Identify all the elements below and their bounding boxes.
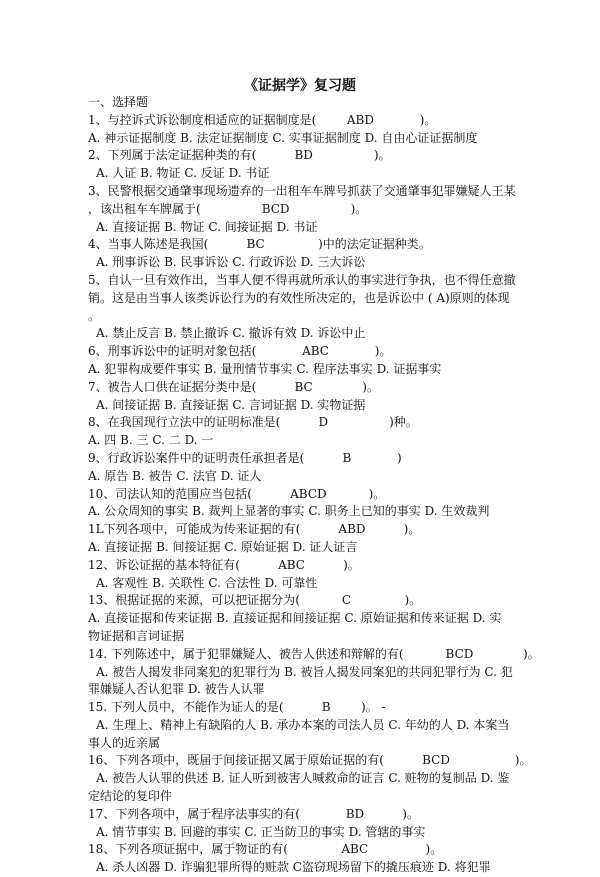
line-text: 定结论的复印件 xyxy=(88,789,173,804)
line-text: A. 四 B. 三 C. 二 D. 一 xyxy=(88,433,214,448)
question-line xyxy=(88,539,518,557)
question-line xyxy=(88,592,518,610)
question-line xyxy=(88,397,518,415)
question-line xyxy=(88,610,518,646)
question-line xyxy=(88,379,518,397)
line-text: 2、下列属于法定证据种类的有( BD )。 xyxy=(88,148,391,163)
question-line xyxy=(88,770,518,806)
question-line xyxy=(88,236,518,254)
line-text: 10、司法认知的范围应当包括( ABCD )。 xyxy=(88,486,386,501)
line-text: 13、根据证据的来源，可以把证据分为( C )。 xyxy=(88,593,422,608)
line-text: A. 间接证据 B. 直接证据 C. 言词证据 D. 实物证据 xyxy=(96,397,366,412)
question-line xyxy=(88,646,540,664)
question-line xyxy=(88,432,518,450)
line-text: A. 直接证据 B. 间接证据 C. 原始证据 D. 证人证言 xyxy=(88,539,358,554)
line-text: A. 原告 B. 被告 C. 法官 D. 证人 xyxy=(88,468,262,483)
line-text: 一、选择题 xyxy=(88,95,149,109)
question-line xyxy=(88,859,518,877)
document-title: 《证据学》复习题 xyxy=(244,78,356,94)
question-line xyxy=(88,557,518,575)
question-line xyxy=(88,450,518,468)
question-line xyxy=(88,664,518,700)
question-line xyxy=(88,165,518,183)
question-line xyxy=(88,414,518,432)
question-line xyxy=(88,699,518,717)
question-line xyxy=(88,575,518,593)
line-text: ，该出租车车牌属于( BCD )。 xyxy=(88,201,368,216)
line-text: 18、下列各项证据中，属于物证的有( ABC )。 xyxy=(88,842,443,857)
question-line xyxy=(88,343,518,361)
line-text: 12、诉讼证据的基本特征有( ABC )。 xyxy=(88,557,360,572)
question-list xyxy=(88,94,540,877)
question-line xyxy=(88,183,518,219)
question-line xyxy=(88,521,518,539)
line-text: A. 情节事实 B. 回避的事实 C. 正当防卫的事实 D. 管辖的事实 xyxy=(96,824,426,839)
question-line xyxy=(88,841,518,859)
line-text: A. 生理上、精神上有缺陷的人 B. 承办本案的司法人员 C. 年幼的人 D. 本案当 xyxy=(96,717,510,732)
line-text: 7、被告人口供在证据分类中是( BC )。 xyxy=(88,379,379,394)
line-text: A. 禁止反言 B. 禁止撤诉 C. 撤诉有效 D. 诉讼中止 xyxy=(96,326,366,341)
line-text: A. 杀人凶器 D. 诈骗犯罪所得的赃款 C盗窃现场留下的撬压痕迹 D. 将犯罪 xyxy=(96,860,491,875)
line-text: A. 直接证据 B. 物证 C. 间接证据 D. 书证 xyxy=(96,219,318,234)
question-line xyxy=(88,219,518,237)
question-line xyxy=(88,325,518,343)
question-line xyxy=(88,503,518,521)
line-text: A. 神示证据制度 B. 法定证据制度 C. 实事证据制度 D. 自由心证证据制度 xyxy=(88,130,478,145)
question-line xyxy=(88,112,518,130)
line-text: 14. 下列陈述中，属于犯罪嫌疑人、被告人供述和辩解的有( BCD )。 xyxy=(88,646,540,661)
line-text: A. 被告人揭发非同案犯的犯罪行为 B. 被旨人揭发同案犯的共同犯罪行为 C. 犯 xyxy=(96,664,513,679)
line-text: A. 公众周知的事实 B. 裁判上显著的事实 C. 职务上已知的事实 D. 生效裁判 xyxy=(88,504,490,519)
question-line xyxy=(88,272,518,325)
line-text: 9、行政诉讼案件中的证明责任承担者是( B ) xyxy=(88,450,402,465)
line-text: 物证据和言词证据 xyxy=(88,628,185,643)
question-line xyxy=(88,130,518,148)
question-line xyxy=(88,806,518,824)
line-text: 17、下列各项中，属于程序法事实的有( BD )。 xyxy=(88,806,419,821)
question-line xyxy=(88,717,518,753)
line-text: A. 直接证据和传来证据 B. 直接证据和间接证据 C. 原始证据和传来证据 D. 实 xyxy=(88,611,502,626)
line-text: 15. 下列人员中，不能作为证人的是( B )。 - xyxy=(88,700,386,715)
question-line xyxy=(88,254,518,272)
line-text: A. 刑事诉讼 B. 民事诉讼 C. 行政诉讼 D. 三大诉讼 xyxy=(96,255,366,270)
line-text: A. 被告人认罪的供述 B. 证人听到被害人喊救命的证言 C. 赃物的复制品 D. 鉴 xyxy=(96,771,510,786)
line-text: 4、当事人陈述是我国( BC )中的法定证据种类。 xyxy=(88,237,431,252)
line-text: 销。这是由当事人该类诉讼行为的有效性所决定的，也是诉讼中 ( A)原则的体现 xyxy=(88,290,510,305)
line-text: 罪嫌疑人否认犯罪 D. 被告人认罪 xyxy=(88,682,265,697)
question-line xyxy=(88,147,518,165)
line-text: 8、在我国现行立法中的证明标准是( D )种。 xyxy=(88,415,418,430)
line-text: 1、与控诉式诉讼制度相适应的证据制度是( ABD )。 xyxy=(88,112,437,127)
question-line xyxy=(88,468,518,486)
line-text: 16、下列各项中，既届于间接证据又属于原始证据的有( BCD )。 xyxy=(88,753,532,768)
line-text: A. 人证 B. 物证 C. 反证 D. 书证 xyxy=(96,166,270,181)
line-text: 6、刑事诉讼中的证明对象包括( ABC )。 xyxy=(88,344,392,359)
line-text: 5、自认一旦有效作出，当事人便不得再就所承认的事实进行争执，也不得任意撤 xyxy=(88,272,516,287)
question-line xyxy=(88,361,518,379)
line-text: 3、民警根据交通肇事现场遗弃的一出租车车牌号抓获了交通肇事犯罪嫌疑人王某 xyxy=(88,183,516,198)
question-line xyxy=(88,486,518,504)
line-text: 。 xyxy=(88,308,101,323)
question-line xyxy=(88,752,532,770)
line-text: A. 犯罪构成要件事实 B. 量刑情节事实 C. 程序法事实 D. 证据事实 xyxy=(88,361,442,376)
line-text: A. 客观性 B. 关联性 C. 合法性 D. 可靠性 xyxy=(96,575,318,590)
line-text: 1L下列各项中，可能成为传来证据的有( ABD )。 xyxy=(88,522,421,537)
question-line xyxy=(88,94,518,112)
question-line xyxy=(88,824,518,842)
line-text: 事人的近亲属 xyxy=(88,735,161,750)
